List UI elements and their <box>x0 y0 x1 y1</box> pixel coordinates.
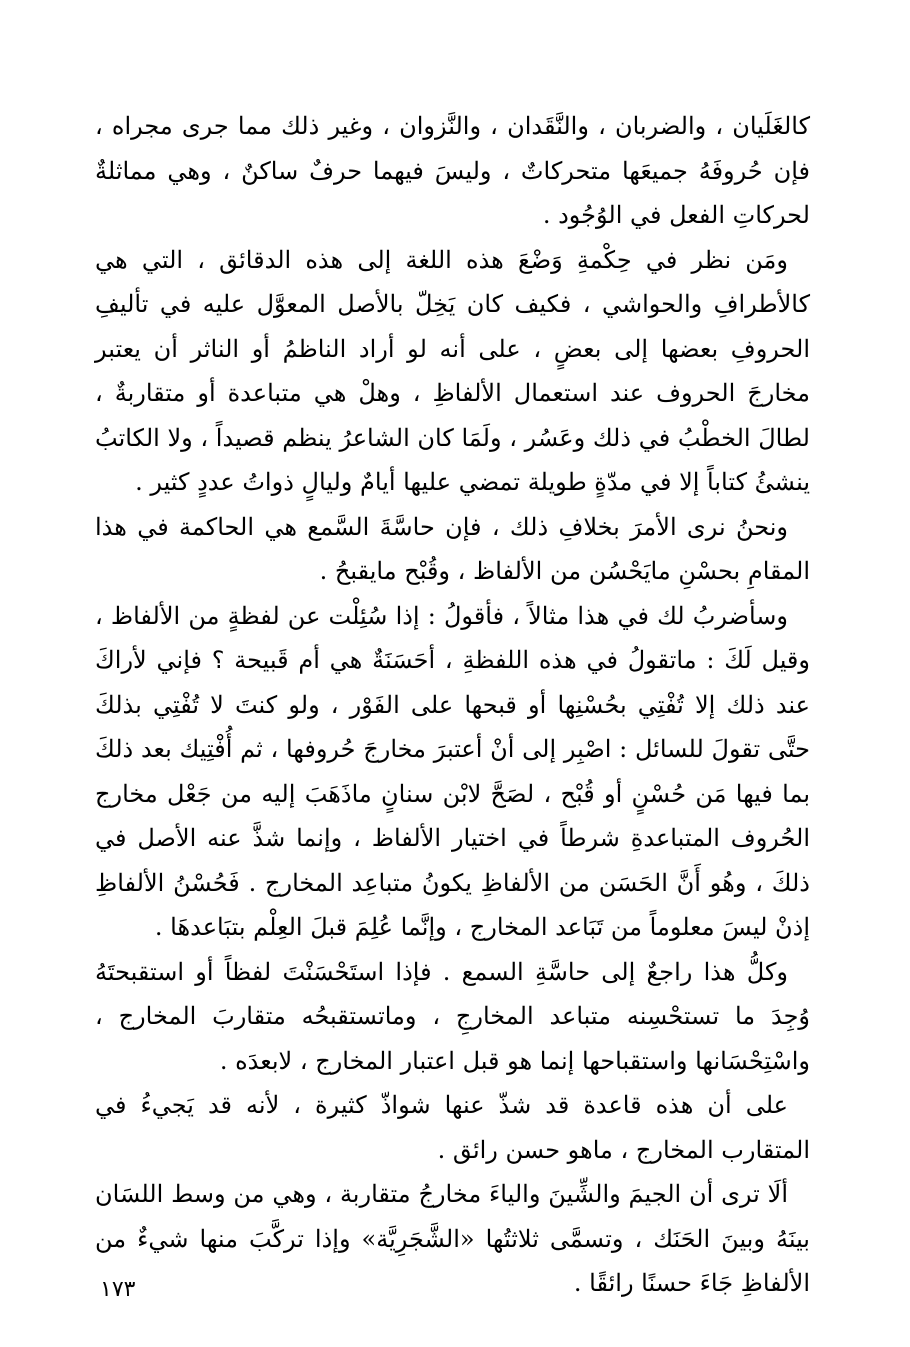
paragraph-1: كالغَلَيان ، والضربان ، والنَّقَدان ، والنَّزوان ، وغير ذلك مما جرى مجراه ، فإن حُروفَهُ جميعَها متحركاتٌ ، وليسَ فيهما حرفٌ ساكنٌ ، وهي مماثلةٌ لحركاتِ الفعل في الوُجُود . <box>95 112 810 229</box>
paragraph-4: وسأضربُ لك في هذا مثالاً ، فأقولُ : إذا سُئِلْت عن لفظةٍ من الألفاظ ، وقيل لَكَ : ماتقولُ في هذه اللفظةِ ، أحَسَنَةٌ هي أم قَبيحة ؟ فإني لأراكَ عند ذلك إلا تُفْتِي بحُسْنِها أو قبحها على الفَوْر ، ولو كنتَ لا تُفْتِي بذلكَ حتَّى تقولَ للسائل : اصْبِر إلى أنْ أعتبرَ مخارجَ حُروفها ، ثم أُفْتِيك بعد ذلكَ بما فيها مَن حُسْنٍ أو قُبْح ، لصَحَّ لابْن سنانٍ ماذَهَبَ إليه من جَعْل مخارج الحُروف المتباعدةِ شرطاً في اختيار الألفاظ ، وإنما شذَّ عنه الأصل في ذلكَ ، وهُو أَنَّ الحَسَن من الألفاظِ يكونُ متباعِد المخارج . فَحُسْنُ الألفاظِ إذنْ ليسَ معلوماً من تَبَاعد المخارج ، وإنَّما عُلِمَ قبلَ العِلْم بتبَاعدهَا . <box>95 601 810 941</box>
paragraph-5: وكلُّ هذا راجعٌ إلى حاسَّةِ السمع . فإذا استَحْسَنْتَ لفظاً أو استقبحتَهُ وُجِدَ ما تستحْسِنه متباعد المخارجِ ، وماتستقبحُه متقاربَ المخارج ، واسْتِحْسَانها واستقباحها إنما هو قبل اعتبار المخارج ، لابعدَه . <box>95 957 810 1075</box>
paragraph-7: ألَا ترى أن الجيمَ والشِّينَ والياءَ مخارجُ متقاربة ، وهي من وسط اللسَان بينَهُ وبينَ الحَنَك ، وتسمَّى ثلاثتُها «الشَّجَرِيَّة» وإذا تركَّبَ منها شيءٌ من الألفاظِ جَاءَ حسنًا رائقًا . <box>95 1180 810 1297</box>
paragraph-2: ومَن نظر في حِكْمةِ وَضْعَ هذه اللغة إلى هذه الدقائق ، التي هي كالأطرافِ والحواشي ، فكيف كان يَخِلّ بالأصل المعوَّل عليه في تأليفِ الحروفِ بعضها إلى بعضٍ ، على أنه لو أراد الناظمُ أو الناثر أن يعتبر مخارجَ الحروف عند استعمال الألفاظِ ، وهلْ هي متباعدة أو متقاربةٌ ، لطالَ الخطْبُ في ذلك وعَسُر ، ولَمَا كان الشاعرُ ينظم قصيداً ، ولا الكاتبُ ينشئُ كتاباً إلا في مدّةٍ طويلة تمضي عليها أيامٌ وليالٍ ذواتُ عددٍ كثير . <box>95 245 810 496</box>
body-text <box>95 104 810 1306</box>
paragraph-3: ونحنُ نرى الأمرَ بخلافِ ذلك ، فإن حاسَّةَ السَّمع هي الحاكمة في هذا المقامِ بحسْنِ مايَحْسُن من الألفاظ ، وقُبْح مايقبحُ . <box>95 512 810 585</box>
paragraph-6: على أن هذه قاعدة قد شذّ عنها شواذّ كثيرة ، لأنه قد يَجيءُ في المتقارب المخارج ، ماهو حسن رائق . <box>95 1091 810 1164</box>
page-number: ١٧٣ <box>100 1277 136 1302</box>
